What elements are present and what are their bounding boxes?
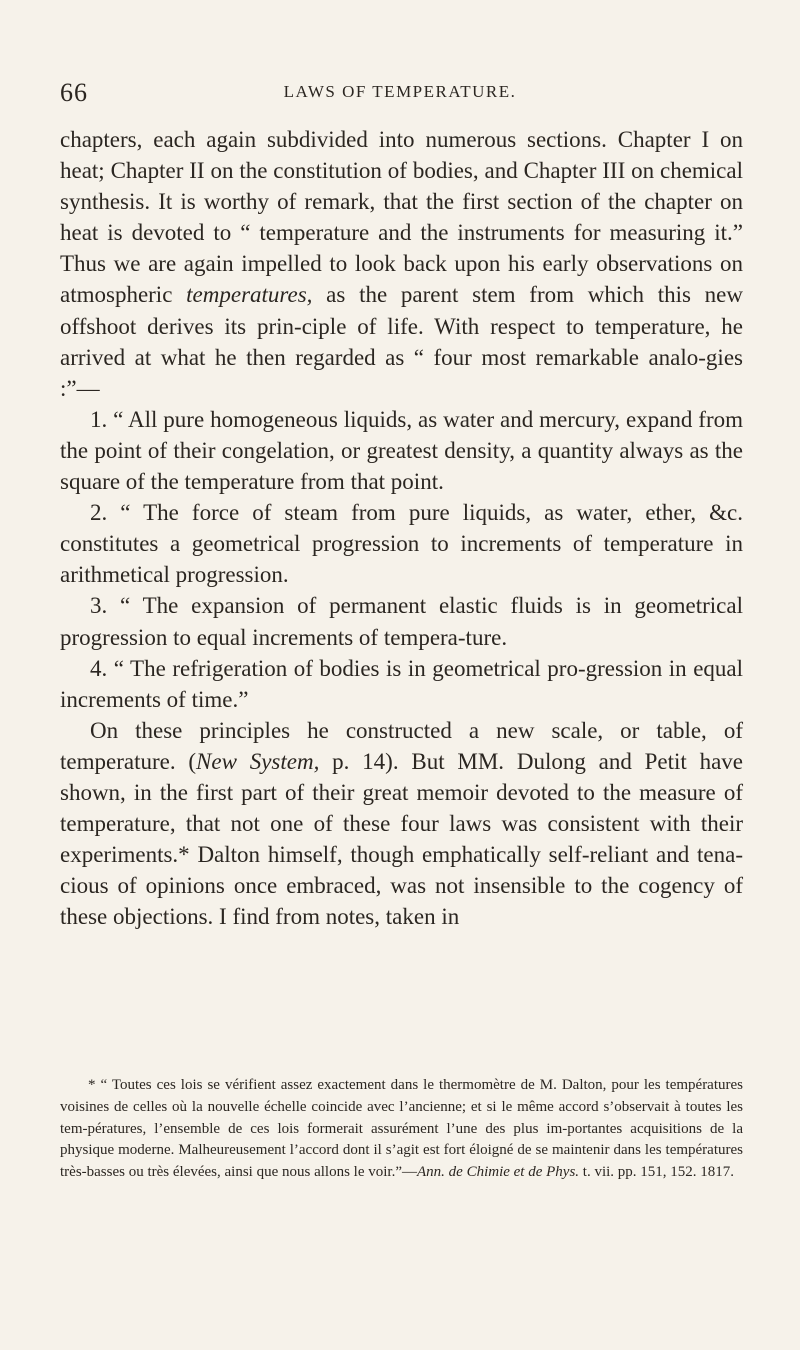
- paragraph-principles-b: p. 14). But MM. Dulong and Petit have shown, in the first part of their great memoir devoted to the measure of temperature, that not one of these four laws was consistent with their experiments.* Dalton himself, though emphatically self-reliant and tena-cious of opinions once embraced, was not insensible to the cogency of these objections. I find from notes, taken in: [60, 748, 744, 930]
- law-3: 3. “ The expansion of permanent elastic fluids is in geometrical progression to equal increments of tempera-ture.: [60, 593, 743, 650]
- footnote-citation: Ann. de Chimie et de Phys.: [417, 1164, 580, 1181]
- citation-new-system: New System,: [196, 748, 320, 774]
- paragraph-1-italic: temperatures,: [186, 282, 313, 308]
- footnote: [60, 1075, 743, 1184]
- law-4: 4. “ The refrigeration of bodies is in geometrical pro-gression in equal increments of time.”: [60, 655, 743, 712]
- paragraph-1-tail: as the parent stem from which this new offshoot derives its prin-ciple of life. With respect to temperature, he arrived at what he then regarded as “ four most remarkable analo-gies :”—: [60, 282, 743, 401]
- footnote-ref: t. vii. pp. 151, 152. 1817.: [579, 1164, 735, 1181]
- running-head: LAWS OF TEMPERATURE.: [283, 82, 517, 101]
- footnote-body: * “ Toutes ces lois se vérifient assez exactement dans le thermomètre de M. Dalton, pour les températures voisines de celles où la nouvelle échelle coincide avec l’ancienne; et si le même accord s’observait à toutes les tem-pératures, l’ensemble de ces lois formerait assurément l’une des plus im-portantes acquisitions de la physique moderne. Malheureusement l’accord dont il s’agit est fort éloigné de se maintenir dans les températures très-basses ou très élevées, ainsi que nous allons le voir.”—: [60, 1077, 743, 1181]
- paragraph-1-text: chapters, each again subdivided into numerous sections. Chapter I on heat; Chapter II on the constitution of bodies, and Chapter III on chemical synthesis. It is worthy of remark, that the first section of the chapter on heat is devoted to “ temperature and the instruments for measuring it.” Thus we are again impelled to look back upon his early observations on atmospheric: [60, 127, 743, 308]
- main-text: [60, 124, 743, 932]
- paragraph-principles: [60, 715, 743, 933]
- paragraph-1: [60, 124, 743, 404]
- page-number: 66: [60, 78, 88, 107]
- law-1: 1. “ All pure homogeneous liquids, as water and mercury, expand from the point of their congelation, or greatest density, a quantity always as the square of the temperature from that point.: [60, 406, 743, 495]
- law-2: 2. “ The force of steam from pure liquids, as water, ether, &c. constitutes a geometrical progression to increments of temperature in arithmetical progression.: [60, 500, 743, 588]
- page-header: [60, 78, 740, 108]
- paragraph-principles-a: On these principles he constructed a new scale, or table, of temperature. (: [60, 717, 743, 774]
- footnote-text: [60, 1075, 743, 1184]
